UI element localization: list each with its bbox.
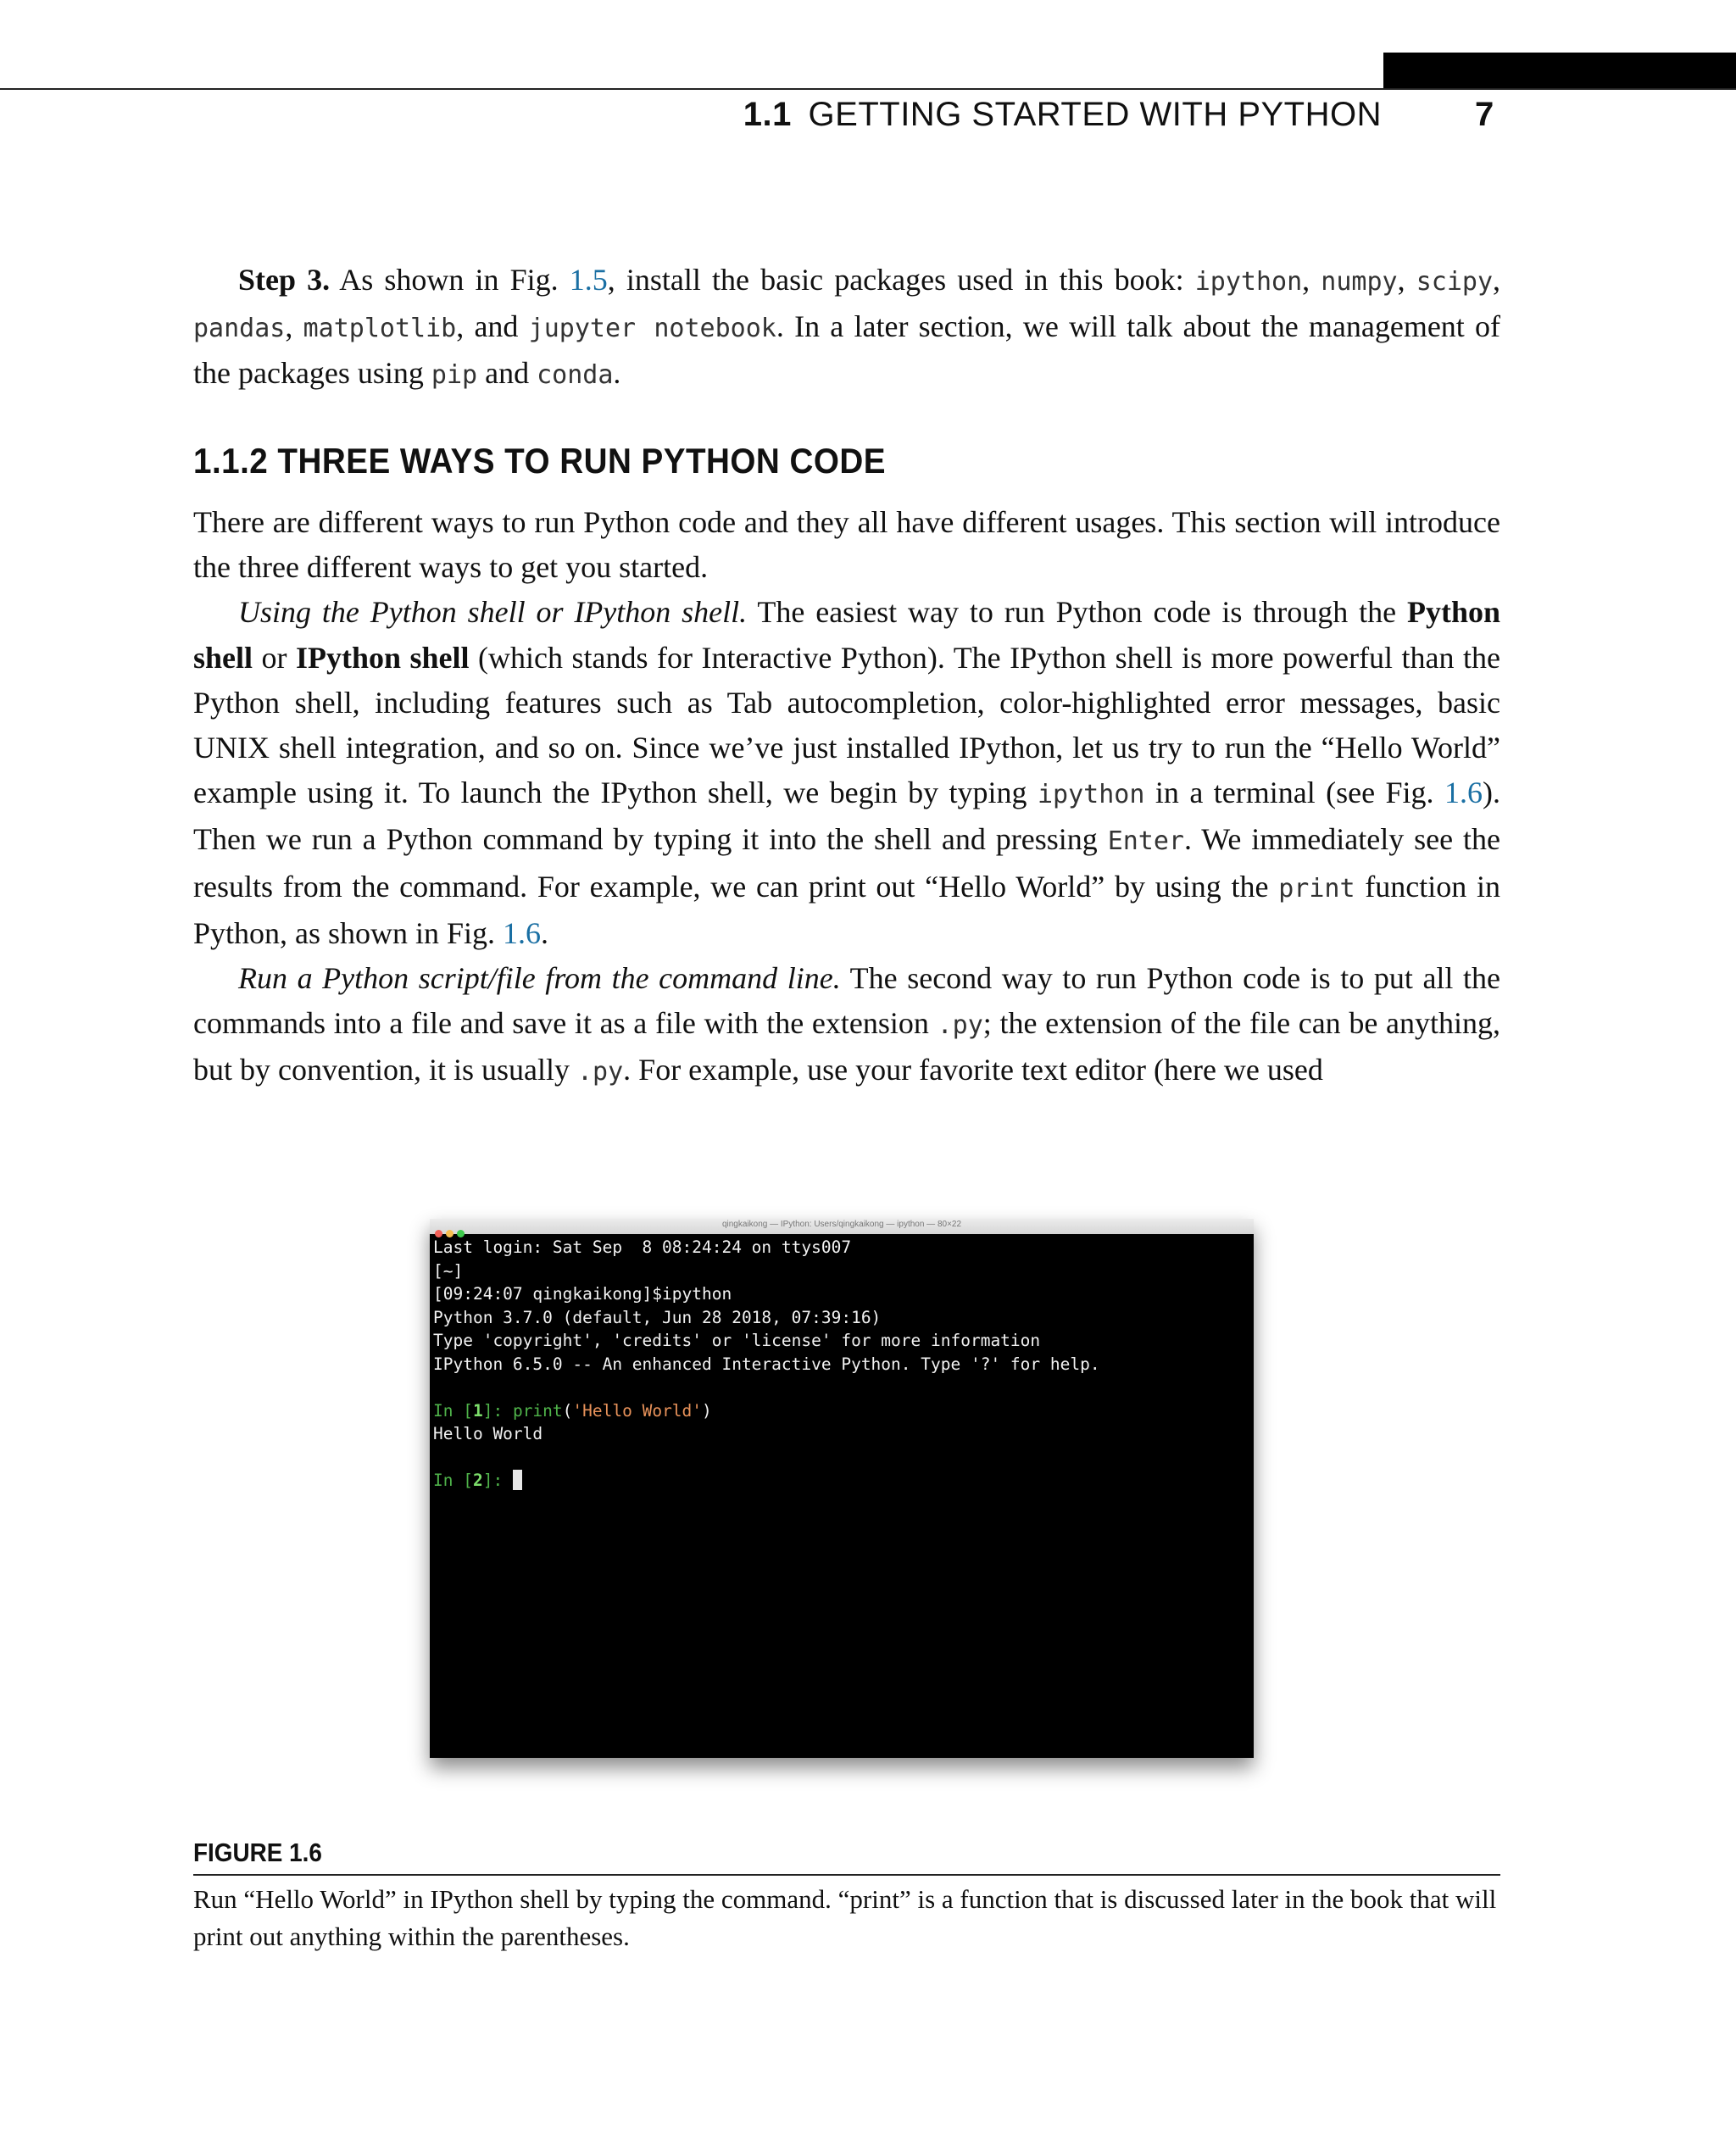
prompt-number: 2	[472, 1471, 483, 1490]
shell-subheading: Using the Python shell or IPython shell.	[238, 595, 748, 630]
code-py-extension: .py	[937, 1010, 983, 1041]
terminal-blank-line	[433, 1376, 1250, 1399]
figure-ref-link[interactable]: 1.5	[569, 263, 608, 297]
code-enter-key: Enter	[1107, 826, 1184, 857]
main-body	[193, 500, 1500, 1095]
prompt-text: In [	[433, 1471, 473, 1490]
text-span: ,	[1493, 263, 1501, 297]
text-span: The second way to run Python code is to put all the commands into a file and save it as a file with the extension	[193, 961, 1500, 1041]
code-paren: (	[562, 1400, 573, 1421]
text-span: ; the extension of the file can be anything, but by convention, it is usually	[193, 1006, 1500, 1087]
text-span: . In a later section, we will talk about the management of the packages using	[193, 309, 1501, 391]
page-number: 7	[1475, 96, 1494, 133]
code-py-extension: .py	[576, 1057, 624, 1087]
prompt-text: ]:	[482, 1400, 513, 1421]
caption-rule	[193, 1874, 1500, 1876]
text-span: (which stands for Interactive Python). The IPython shell is more powerful than the Python shell, including features such as Tab autocompletion, color-highlighted error messages, basic UNIX shell integration, and so on. Since we’ve just installed IPython, let us try to run the “Hello World” example using it. To launch the IPython shell, we begin by typing	[193, 640, 1501, 810]
text-span: . We immediately see the results from the command. For example, we can print out “Hello World” by using the	[193, 822, 1500, 904]
code-ipython: ipython	[1194, 267, 1303, 297]
script-paragraph	[193, 956, 1500, 1095]
minimize-dot-icon	[446, 1230, 453, 1237]
running-head-title: GETTING STARTED WITH PYTHON	[808, 96, 1382, 133]
running-head	[0, 96, 1382, 134]
step3-lead: Step 3.	[238, 263, 331, 297]
code-pandas: pandas	[193, 314, 286, 344]
figure-caption: Run “Hello World” in IPython shell by typing the command. “print” is a function that is discussed later in the book that will print out anything within the parentheses.	[193, 1884, 1497, 1951]
text-span: in a terminal (see Fig.	[1144, 776, 1445, 810]
terminal-title: qingkaikong — IPython: Users/qingkaikong — ipython — 80×22	[721, 1220, 962, 1229]
terminal-line: [~]	[433, 1260, 464, 1281]
terminal-output	[430, 1234, 1254, 1494]
terminal-blank-line	[433, 1446, 1250, 1470]
close-dot-icon	[435, 1230, 442, 1237]
prompt-text: In [	[433, 1400, 473, 1421]
text-span: and	[477, 356, 537, 391]
text-span: ,	[285, 309, 303, 344]
shell-paragraph	[193, 590, 1500, 956]
cursor-icon	[513, 1470, 522, 1490]
code-print: print	[1278, 873, 1355, 904]
text-span: As shown in Fig.	[330, 263, 570, 297]
text-span: .	[613, 356, 621, 391]
terminal-line: Last login: Sat Sep 8 08:24:24 on ttys007	[433, 1237, 852, 1257]
code-numpy: numpy	[1321, 267, 1398, 297]
text-span: ,	[1302, 263, 1321, 297]
zoom-dot-icon	[457, 1230, 465, 1237]
header-rule	[0, 88, 1736, 90]
code-string: 'Hello World'	[572, 1400, 703, 1421]
code-paren: )	[702, 1400, 712, 1421]
text-span: The easiest way to run Python code is through the	[747, 595, 1407, 630]
terminal-line: IPython 6.5.0 -- An enhanced Interactive Python. Type '?' for help.	[433, 1354, 1100, 1374]
text-span: , install the basic packages used in this book:	[607, 263, 1195, 297]
script-subheading: Run a Python script/file from the command line.	[238, 961, 841, 996]
section-heading: 1.1.2 THREE WAYS TO RUN PYTHON CODE	[193, 441, 886, 481]
prompt-text: ]:	[482, 1471, 513, 1490]
text-span: function in Python, as shown in Fig.	[193, 869, 1500, 950]
text-span: , and	[456, 309, 529, 344]
figure-label: FIGURE 1.6	[193, 1838, 322, 1867]
code-pip: pip	[431, 360, 478, 391]
input-prompt-1	[433, 1399, 1250, 1423]
running-head-section-number: 1.1	[743, 96, 792, 133]
bold-python-shell: Python shell	[193, 595, 1500, 675]
terminal-line: [09:24:07 qingkaikong]$ipython	[433, 1284, 732, 1304]
code-jupyter: jupyter notebook	[528, 314, 776, 344]
code-matplotlib: matplotlib	[303, 314, 457, 344]
text-span: . For example, use your favorite text editor (here we used	[623, 1053, 1323, 1087]
terminal-line: Type 'copyright', 'credits' or 'license' for more information	[433, 1331, 1041, 1350]
figure-ref-link[interactable]: 1.6	[1444, 776, 1483, 810]
intro-paragraph: There are different ways to run Python code and they all have different usages. This section will introduce the three different ways to get you started.	[193, 505, 1500, 585]
input-prompt-2	[433, 1469, 1250, 1493]
text-span: .	[541, 915, 549, 950]
code-function-name: print	[512, 1400, 563, 1421]
terminal-screenshot	[430, 1219, 1254, 1758]
bold-ipython-shell: IPython shell	[296, 640, 470, 675]
header-black-bar	[1383, 53, 1736, 90]
terminal-output-line: Hello World	[433, 1424, 543, 1443]
figure-ref-link[interactable]: 1.6	[503, 915, 542, 950]
code-ipython-command: ipython	[1038, 780, 1145, 810]
text-span: ). Then we run a Python command by typing it into the shell and pressing	[193, 776, 1501, 857]
code-scipy: scipy	[1416, 267, 1494, 297]
step3-paragraph	[193, 258, 1500, 398]
terminal-line: Python 3.7.0 (default, Jun 28 2018, 07:39:16)	[433, 1307, 882, 1327]
code-conda: conda	[537, 360, 614, 391]
text-span: ,	[1397, 263, 1416, 297]
prompt-number: 1	[472, 1400, 483, 1421]
terminal-titlebar	[430, 1219, 1254, 1234]
text-span: or	[253, 640, 296, 675]
